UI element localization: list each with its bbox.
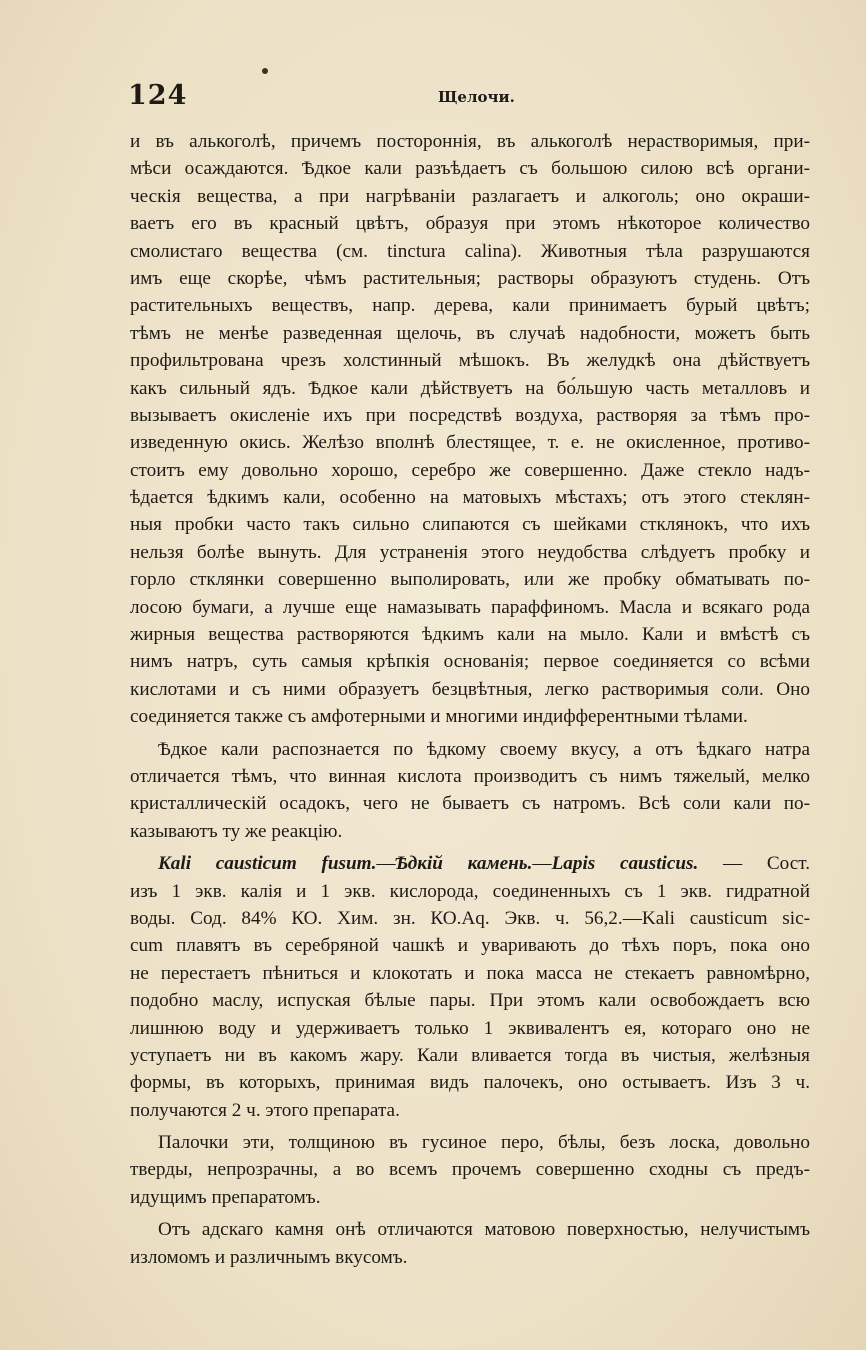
paragraph-1 — [130, 128, 810, 731]
page-header — [128, 80, 808, 120]
russian-name: Ѣдкій камень. — [395, 853, 533, 875]
text-line: воды. Сод. 84% КО. Хим. зн. КО.Aq. Экв. ч. 56,2.—Kali causticum sic- — [130, 907, 810, 929]
text-line: профильтрована чрезъ холстинный мѣшокъ. Въ желудкѣ она дѣйствуетъ — [130, 350, 810, 372]
text-line: вызываетъ окисленіе ихъ при посредствѣ воздуха, растворяя за тѣмъ про- — [130, 404, 810, 426]
text-line: кристаллическій осадокъ, чего не бываетъ съ натромъ. Всѣ соли кали по- — [130, 793, 810, 815]
text-line: растительныхъ веществъ, напр. дерева, кали принимаетъ бурый цвѣтъ; — [130, 295, 810, 317]
text-line: подобно маслу, испуская бѣлые пары. При этомъ кали освобождаетъ всю — [130, 990, 810, 1012]
text-line: изломомъ и различнымъ вкусомъ. — [130, 1246, 408, 1268]
running-head: Щелочи. — [438, 88, 515, 106]
paragraph-3 — [130, 850, 810, 1124]
text-line: изведенную окись. Желѣзо вполнѣ блестящее, т. е. не окисленное, противо- — [130, 432, 810, 454]
text-line: формы, въ которыхъ, принимая видъ палочекъ, оно остываетъ. Изъ 3 ч. — [130, 1072, 810, 1094]
text-line: тверды, непрозрачны, а во всемъ прочемъ совершенно сходны съ предъ- — [130, 1159, 810, 1181]
text-line: не перестаетъ пѣниться и клокотать и пока масса не стекаетъ равномѣрно, — [130, 962, 810, 984]
text-line: мѣси осаждаются. Ѣдкое кали разъѣдаетъ съ большою силою всѣ органи- — [130, 158, 810, 180]
text-line: ваетъ его въ красный цвѣтъ, образуя при этомъ нѣкоторое количество — [130, 213, 810, 235]
text-line: соединяется также съ амфотерными и многими индифферентными тѣлами. — [130, 706, 748, 728]
text-line: отличается тѣмъ, что винная кислота производитъ съ нимъ тяжелый, мелко — [130, 765, 810, 787]
text-line: уступаетъ ни въ какомъ жару. Кали вливается тогда въ чистыя, желѣзныя — [130, 1044, 810, 1066]
text-line: и въ алькоголѣ, причемъ постороннія, въ алькоголѣ нерастворимыя, при- — [130, 131, 810, 152]
text-line: получаются 2 ч. этого препарата. — [130, 1099, 400, 1121]
paragraph-5 — [130, 1216, 810, 1271]
text-line: казываютъ ту же реакцію. — [130, 820, 343, 842]
text-line: cum плавятъ въ серебряной чашкѣ и уваривають до тѣхъ поръ, пока оно — [130, 935, 810, 957]
text-line: ѣдается ѣдкимъ кали, особенно на матовыхъ мѣстахъ; отъ этого стеклян- — [130, 487, 810, 509]
text-line: ныя пробки часто такъ сильно слипаются съ шейками стклянокъ, что ихъ — [130, 514, 810, 536]
text-line: изъ 1 экв. калія и 1 экв. кислорода, соединенныхъ съ 1 экв. гидратной — [130, 880, 810, 902]
text-line: стоитъ ему довольно хорошо, серебро же совершенно. Даже стекло надъ- — [130, 459, 810, 481]
text-line: смолистаго вещества (см. tinctura calina). Животныя тѣла разрушаются — [130, 240, 810, 262]
text-line: имъ еще скорѣе, чѣмъ растительныя; растворы образуютъ студень. Отъ — [130, 267, 810, 289]
text-line: жирныя вещества растворяются ѣдкимъ кали на мыло. Кали и вмѣстѣ съ — [130, 624, 810, 646]
body-text — [130, 128, 810, 1271]
text-line: Отъ адскаго камня онѣ отличаются матовою поверхностью, нелучистымъ — [158, 1219, 810, 1241]
entry-heading-line: Kali causticum fusum.—Ѣдкій камень.—Lapis causticus. — Сост. — [158, 853, 810, 875]
text-line: идущимъ препаратомъ. — [130, 1186, 321, 1208]
ink-dot — [262, 68, 268, 74]
text-line: Ѣдкое кали распознается по ѣдкому своему вкусу, а отъ ѣдкаго натра — [158, 738, 810, 760]
latin-name-alt: Lapis causticus. — [551, 853, 699, 875]
text-line: лишнюю воду и удерживаетъ только 1 эквивалентъ ея, котораго оно не — [130, 1017, 810, 1039]
heading-rest: — Сост. — [723, 853, 810, 875]
latin-name: Kali causticum fusum. — [158, 853, 377, 875]
paragraph-4 — [130, 1129, 810, 1211]
text-line: горло стклянки совершенно выполировать, или же пробку обматывать по- — [130, 569, 810, 591]
text-line: Палочки эти, толщиною въ гусиное перо, бѣлы, безъ лоска, довольно — [158, 1132, 810, 1154]
text-line: ческія вещества, а при нагрѣваніи разлагаетъ и алкоголь; оно окраши- — [130, 185, 810, 207]
paragraph-2 — [130, 736, 810, 846]
text-line: кислотами и съ ними образуетъ безцвѣтныя, легко растворимыя соли. Оно — [130, 678, 810, 700]
text-line: тѣмъ не менѣе разведенная щелочь, въ случаѣ надобности, можетъ быть — [130, 322, 810, 344]
text-line: нельзя болѣе вынуть. Для устраненія этого неудобства слѣдуетъ пробку и — [130, 541, 810, 563]
page-number: 124 — [128, 80, 188, 111]
text-line: лосою бумаги, а лучше еще намазывать параффиномъ. Масла и всякаго рода — [130, 596, 810, 618]
text-line: нимъ натръ, суть самыя крѣпкія основанія; первое соединяется со всѣми — [130, 651, 810, 673]
text-line: какъ сильный ядъ. Ѣдкое кали дѣйствуетъ на бо́льшую часть металловъ и — [130, 377, 810, 399]
